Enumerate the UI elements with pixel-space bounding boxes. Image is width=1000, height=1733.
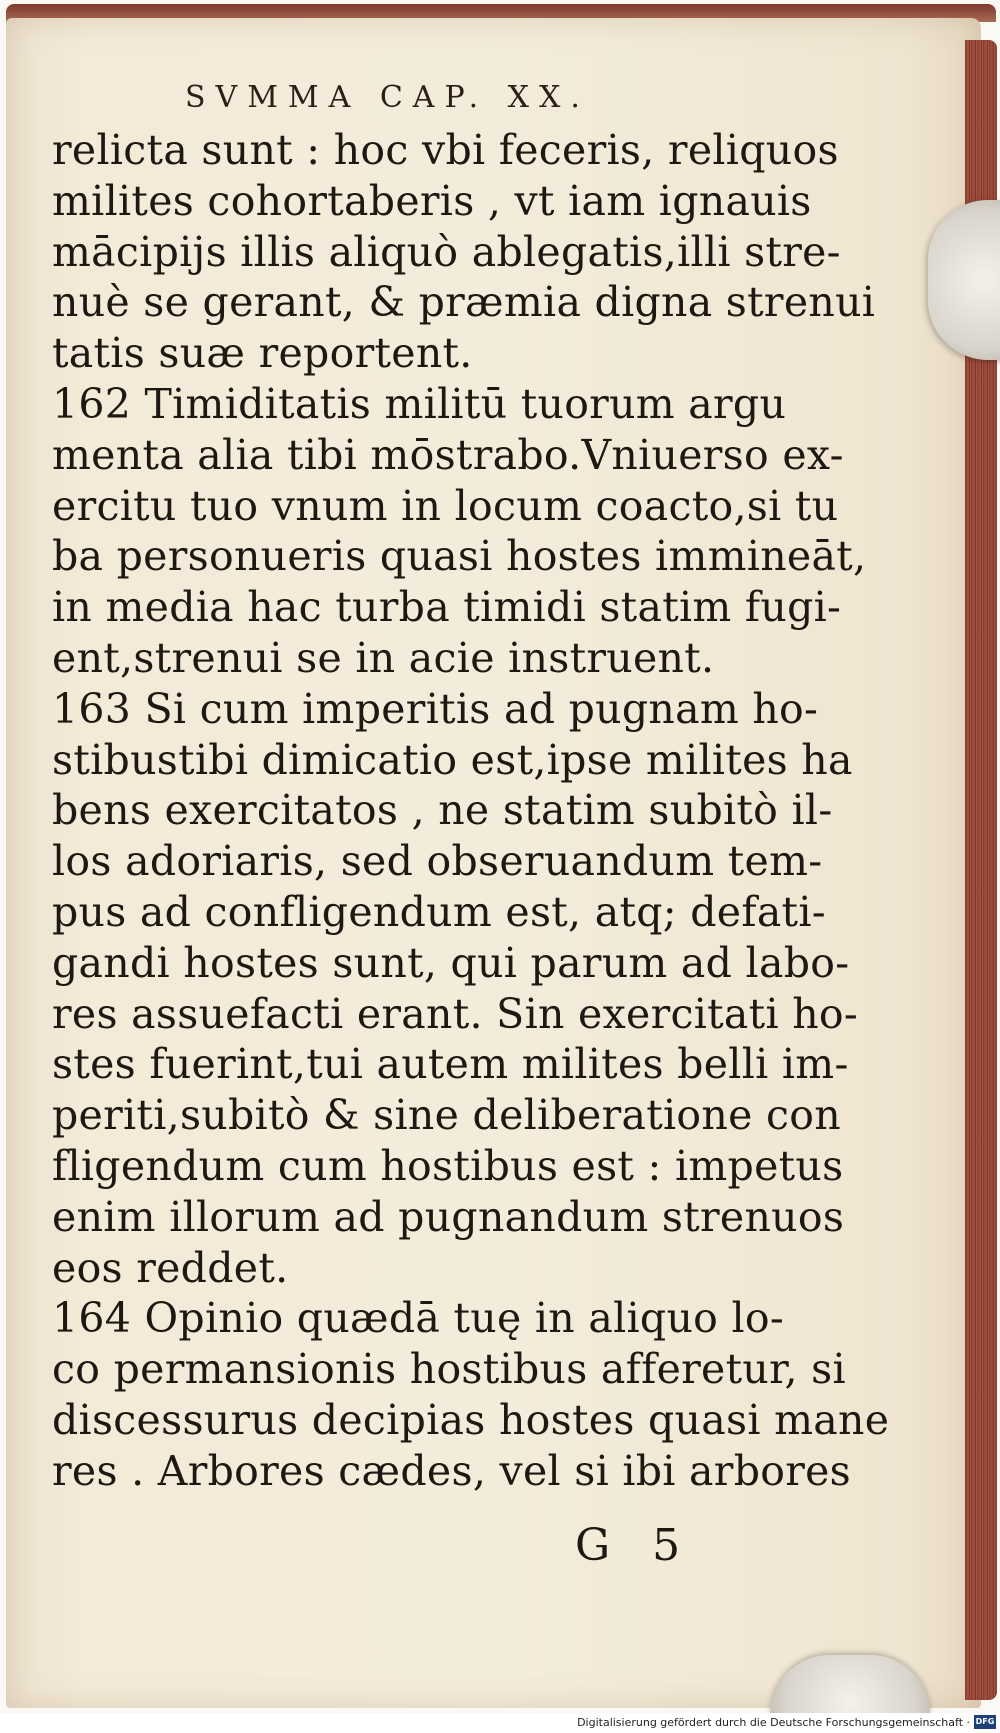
- text-line: 164 Opinio quædā tuę in aliquo lo-: [52, 1294, 785, 1343]
- catchword: G 5: [575, 1520, 695, 1571]
- text-line: fligendum cum hostibus est : impetus: [52, 1141, 844, 1190]
- text-line: res assuefacti erant. Sin exercitati ho-: [52, 989, 859, 1038]
- running-head: SVMMA CAP. XX.: [185, 80, 590, 115]
- footer-credit: Digitalisierung gefördert durch die Deutsche Forschungsgemeinschaft ·: [577, 1716, 970, 1729]
- text-line: gandi hostes sunt, qui parum ad labo-: [52, 938, 850, 987]
- text-line: stes fuerint,tui autem milites belli im-: [52, 1040, 849, 1089]
- text-line: menta alia tibi mōstrabo.Vniuerso ex-: [52, 430, 844, 479]
- text-line: discessurus decipias hostes quasi mane: [52, 1395, 890, 1444]
- text-line: relicta sunt : hoc vbi feceris, reliquos: [52, 126, 839, 174]
- text-line: enim illorum ad pugnandum strenuos: [52, 1192, 845, 1241]
- text-line: milites cohortaberis , vt iam ignauis: [52, 176, 812, 225]
- text-line: mācipijs illis aliquò ablegatis,illi stre-: [52, 227, 841, 276]
- text-line: in media hac turba timidi statim fugi-: [52, 583, 842, 632]
- text-line: ercitu tuo vnum in locum coacto,si tu: [52, 481, 839, 530]
- body-text: [52, 125, 890, 1497]
- text-line: res . Arbores cædes, vel si ibi arbores: [52, 1446, 852, 1495]
- text-line: eos reddet.: [52, 1243, 289, 1292]
- text-line: ent,strenui se in acie instruent.: [52, 633, 715, 682]
- text-line: stibustibi dimicatio est,ipse milites ha: [52, 735, 853, 784]
- text-line: nuè se gerant, & præmia digna strenui: [52, 278, 876, 327]
- text-line: 162 Timiditatis militū tuorum argu: [52, 379, 787, 428]
- text-line: periti,subitò & sine deliberatione con: [52, 1091, 841, 1140]
- text-line: tatis suæ reportent.: [52, 329, 473, 378]
- text-line: bens exercitatos , ne statim subitò il-: [52, 786, 833, 835]
- text-line: los adoriaris, sed obseruandum tem-: [52, 837, 823, 886]
- text-line: co permansionis hostibus afferetur, si: [52, 1345, 846, 1394]
- text-line: 163 Si cum imperitis ad pugnam ho-: [52, 684, 819, 733]
- text-line: pus ad confligendum est, atq; defati-: [52, 887, 826, 936]
- text-line: ba personueris quasi hostes immineāt,: [52, 532, 867, 581]
- dfg-logo-icon: DFG: [974, 1715, 996, 1729]
